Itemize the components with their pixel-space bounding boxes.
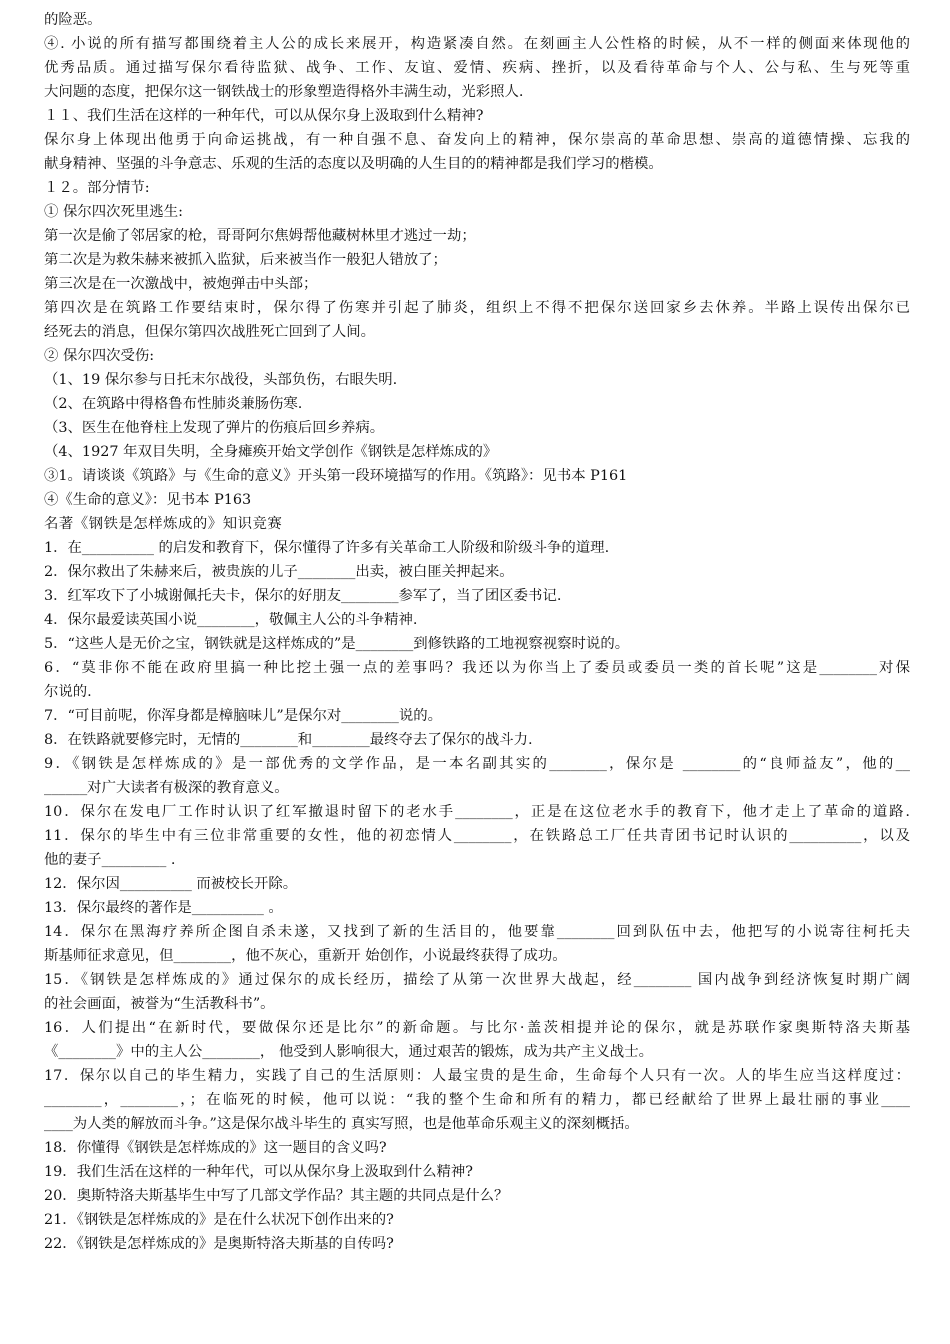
quiz-item-continued: ____为人类的解放而斗争。”这是保尔战斗毕生的 真实写照，也是他革命乐观主义的深刻概括。 xyxy=(44,1116,639,1132)
quiz-item: 21．《钢铁是怎样炼成的》是在什么状况下创作出来的? xyxy=(44,1212,394,1228)
text-line: ③1。请谈谈《筑路》与《生命的意义》开头第一段环境描写的作用。《筑路》：见书本 P161 xyxy=(44,468,628,484)
text-line: 保尔身上体现出他勇于向命运挑战，有一种自强不息、奋发向上的精神，保尔崇高的革命思想、崇高的道德情操、忘我的 xyxy=(44,132,910,148)
quiz-item: 16．人们提出“在新时代，要做保尔还是比尔”的新命题。与比尔·盖茨相提并论的保尔，就是苏联作家奥斯特洛夫斯基 xyxy=(44,1020,910,1036)
quiz-item: 12．保尔因__________ 而被校长开除。 xyxy=(44,876,298,892)
quiz-item: 1．在__________ 的启发和教育下，保尔懂得了许多有关革命工人阶级和阶级斗争的道理. xyxy=(44,540,610,556)
quiz-title: 名著《钢铁是怎样炼成的》知识竞赛 xyxy=(44,516,283,532)
quiz-item: 19．我们生活在这样的一种年代，可以从保尔身上汲取到什么精神? xyxy=(44,1164,473,1180)
text-line: ④. 小说的所有描写都围绕着主人公的成长来展开，构造紧凑自然。在刻画主人公性格的时候，从不一样的侧面来体现他的 xyxy=(44,36,910,52)
quiz-item: 17．保尔以自己的毕生精力，实践了自己的生活原则：人最宝贵的是生命，生命每个人只有一次。人的毕生应当这样度过： xyxy=(44,1068,910,1084)
quiz-item: 10．保尔在发电厂工作时认识了红军撤退时留下的老水手________，正是在这位老水手的教育下，他才走上了革命的道路. xyxy=(44,804,910,820)
quiz-item: 20．奥斯特洛夫斯基毕生中写了几部文学作品？其主题的共同点是什么？ xyxy=(44,1188,509,1204)
quiz-item: 4．保尔最爱读英国小说________，敬佩主人公的斗争精神. xyxy=(44,612,418,628)
quiz-item: 22．《钢铁是怎样炼成的》是奥斯特洛夫斯基的自传吗? xyxy=(44,1236,394,1252)
text-line: （3、医生在他脊柱上发现了弹片的伤痕后回乡养病。 xyxy=(44,420,385,436)
text-line: 献身精神、坚强的斗争意志、乐观的生活的态度以及明确的人生目的的精神都是我们学习的楷模。 xyxy=(44,156,663,172)
text-line: 经死去的消息，但保尔第四次战胜死亡回到了人间。 xyxy=(44,324,375,340)
quiz-item-continued: 《________》中的主人公________， 他受到人影响很大，通过艰苦的锻炼，成为共产主义战士。 xyxy=(44,1044,653,1060)
quiz-item: 3．红军攻下了小城谢佩托夫卡，保尔的好朋友________参军了，当了团区委书记. xyxy=(44,588,562,604)
text-line: 优秀品质。通过描写保尔看待监狱、战争、工作、友谊、爱情、疾病、挫折，以及看待革命与个人、公与私、生与死等重 xyxy=(44,60,910,76)
text-line: ④《生命的意义》：见书本 P163 xyxy=(44,492,252,508)
quiz-item-continued: 斯基师征求意见，但________，他不灰心，重新开 始创作，小说最终获得了成功。 xyxy=(44,948,567,964)
question-11-heading: １１、我们生活在这样的一种年代，可以从保尔身上汲取到什么精神? xyxy=(44,108,484,124)
text-line: （1、19 保尔参与日托末尔战役，头部负伤，右眼失明. xyxy=(44,372,398,388)
text-line: 第四次是在筑路工作要结束时，保尔得了伤寒并引起了肺炎，组织上不得不把保尔送回家乡去休养。半路上误传出保尔已 xyxy=(44,300,910,316)
text-line: 第一次是偷了邻居家的枪，哥哥阿尔焦姆帮他藏树林里才逃过一劫； xyxy=(44,228,476,244)
section-12-heading: １２。部分情节: xyxy=(44,180,150,196)
quiz-item-continued: ______对广大读者有极深的教育意义。 xyxy=(44,780,289,796)
quiz-item-continued: 的社会画面，被誉为“生活教科书”。 xyxy=(44,996,275,1012)
quiz-item: 18．你懂得《钢铁是怎样炼成的》这一题目的含义吗? xyxy=(44,1140,387,1156)
quiz-item: 2．保尔救出了朱赫来后，被贵族的儿子________出卖，被白匪关押起来。 xyxy=(44,564,514,580)
text-line: 第二次是为救朱赫来被抓入监狱，后来被当作一般犯人错放了； xyxy=(44,252,447,268)
quiz-item: 13．保尔最终的著作是__________ 。 xyxy=(44,900,283,916)
text-line: 的险恶。 xyxy=(44,12,102,28)
subsection-heading: ② 保尔四次受伤: xyxy=(44,348,155,364)
quiz-item: 15．《钢铁是怎样炼成的》通过保尔的成长经历，描绘了从第一次世界大战起，经________ 国内战争到经济恢复时期广阔 xyxy=(44,972,910,988)
quiz-item: 5．“这些人是无价之宝，钢铁就是这样炼成的”是________到修铁路的工地视察视察时说的。 xyxy=(44,636,630,652)
text-line: 大问题的态度，把保尔这一钢铁战士的形象塑造得格外丰满生动，光彩照人. xyxy=(44,84,524,100)
quiz-item-continued: 他的妻子_________ . xyxy=(44,852,176,868)
quiz-item-continued: 尔说的. xyxy=(44,684,92,700)
quiz-item: 8．在铁路就要修完时，无情的________和________最终夺去了保尔的战斗力. xyxy=(44,732,533,748)
quiz-item: 9．《钢铁是怎样炼成的》是一部优秀的文学作品，是一本名副其实的________，保尔是 ________的“良师益友”，他的__ xyxy=(44,756,910,772)
subsection-heading: ① 保尔四次死里逃生: xyxy=(44,204,183,220)
text-line: （2、在筑路中得格鲁布性肺炎兼肠伤寒. xyxy=(44,396,303,412)
text-line: （4、1927 年双目失明，全身瘫痪开始文学创作《钢铁是怎样炼成的》 xyxy=(44,444,498,460)
quiz-item: 14．保尔在黑海疗养所企图自杀未遂，又找到了新的生活目的，他要靠________回到队伍中去，他把写的小说寄往柯托夫 xyxy=(44,924,910,940)
quiz-item-continued: ________，________，；在临死的时候，他可以说：“我的整个生命和所有的精力，都已经献给了世界上最壮丽的事业____ xyxy=(44,1092,910,1108)
quiz-item: 7．“可目前呢，你浑身都是樟脑味儿”是保尔对________说的。 xyxy=(44,708,443,724)
quiz-item: 11．保尔的毕生中有三位非常重要的女性，他的初恋情人________，在铁路总工厂任共青团书记时认识的__________，以及 xyxy=(44,828,910,844)
quiz-item: 6．“莫非你不能在政府里搞一种比挖土强一点的差事吗？我还以为你当上了委员或委员一类的首长呢”这是________对保 xyxy=(44,660,910,676)
text-line: 第三次是在一次激战中，被炮弹击中头部； xyxy=(44,276,318,292)
